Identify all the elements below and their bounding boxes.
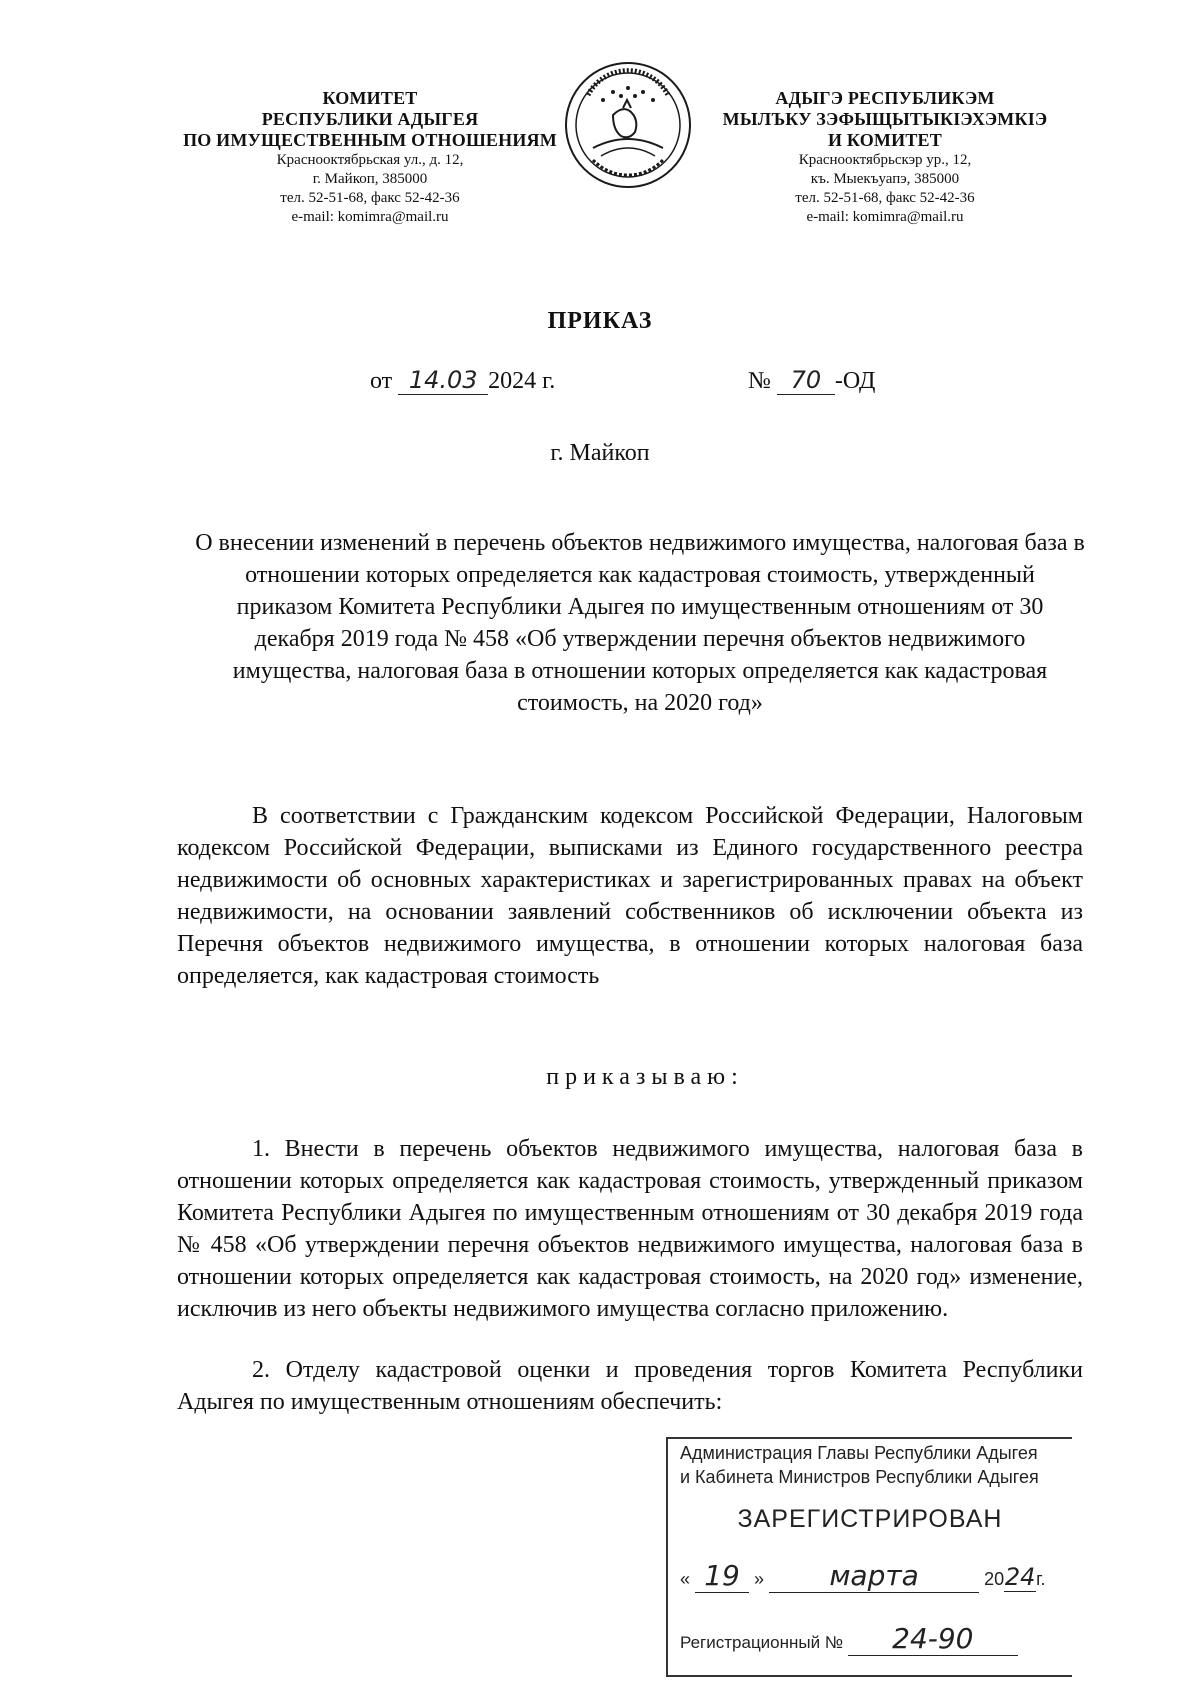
stamp-year-unit: г. [1036, 1569, 1046, 1589]
number-prefix: № [748, 368, 771, 394]
stamp-registration-label: Регистрационный № [680, 1633, 844, 1652]
stamp-registration-line [680, 1622, 1072, 1662]
stamp-authority-line1: Администрация Главы Республики Адыгея [680, 1443, 1038, 1463]
org-name-line1: КОМИТЕТ [322, 88, 418, 108]
number-handwritten: 70 [777, 366, 835, 395]
phone-line: тел. 52-51-68, факс 52-42-36 [280, 190, 460, 206]
org-name-line3-adyghe: И КОМИТЕТ [828, 130, 942, 150]
stamp-authority-line2: и Кабинета Министров Республики Адыгея [680, 1467, 1039, 1487]
stamp-quote-open: « [680, 1569, 691, 1589]
org-name-line3: ПО ИМУЩЕСТВЕННЫМ ОТНОШЕНИЯМ [183, 130, 557, 150]
org-name-line1-adyghe: АДЫГЭ РЕСПУБЛИКЭМ [775, 88, 995, 108]
header-right-block [700, 88, 1070, 227]
org-name-line2: РЕСПУБЛИКИ АДЫГЕЯ [261, 109, 479, 129]
stamp-status: ЗАРЕГИСТРИРОВАН [737, 1505, 1003, 1533]
stamp-registration-number: 24-90 [848, 1622, 1018, 1656]
phone-line-adyghe: тел. 52-51-68, факс 52-42-36 [795, 190, 975, 206]
number-suffix: -ОД [834, 368, 876, 394]
date-suffix: 2024 г. [488, 368, 556, 394]
stamp-date-line [680, 1559, 1072, 1599]
city-line: г. Майкоп [550, 440, 650, 466]
stamp-year-suffix: 24 [1004, 1563, 1036, 1591]
date-prefix: от [370, 368, 393, 394]
order-item-2: 2. Отделу кадастровой оценки и проведения торгов Комитета Республики Адыгея по имущественным отношениям обеспечить: [177, 1357, 1083, 1415]
coat-of-arms-icon [563, 60, 693, 190]
address-line2-adyghe: къ. Мыекъуапэ, 385000 [810, 171, 960, 187]
registration-stamp [666, 1437, 1072, 1677]
stamp-day: 19 [695, 1559, 749, 1593]
document-subject: О внесении изменений в перечень объектов недвижимого имущества, налоговая база в отношении которых определяется как кадастровая стоимость, утвержденный приказом Комитета Республики Адыгея по имущественным отношениям от 30 декабря 2019 года № 458 «Об утверждении перечня объектов недвижимого имущества, налоговая база в отношении которых определяется как кадастровая стоимость, на 2020 год» [195, 530, 1085, 716]
email-line-adyghe: e-mail: komimra@mail.ru [806, 209, 964, 225]
date-handwritten: 14.03 [398, 366, 488, 395]
order-word: приказываю: [546, 1064, 744, 1090]
stamp-quote-close: » [754, 1569, 765, 1589]
email-line: e-mail: komimra@mail.ru [291, 209, 449, 225]
preamble-paragraph: В соответствии с Гражданским кодексом Российской Федерации, Налоговым кодексом Российской Федерации, выписками из Единого государственного реестра недвижимости об основных характеристиках и зарегистрированных правах на объект недвижимости, на основании заявлений собственников об исключении объекта из Перечня объектов недвижимого имущества, в отношении которых налоговая база определяется, как кадастровая стоимость [177, 803, 1083, 989]
date-line [370, 366, 555, 395]
header-left-block [165, 88, 575, 227]
address-line2: г. Майкоп, 385000 [312, 171, 428, 187]
document-title: ПРИКАЗ [547, 308, 653, 334]
order-item-1: 1. Внести в перечень объектов недвижимого имущества, налоговая база в отношении которых определяется как кадастровая стоимость, утвержденный приказом Комитета Республики Адыгея по имущественным отношениям от 30 декабря 2019 года № 458 «Об утверждении перечня объектов недвижимого имущества, налоговая база в отношении которых определяется как кадастровая стоимость, на 2020 год» изменение, исключив из него объекты недвижимого имущества согласно приложению. [177, 1136, 1083, 1322]
address-line1-adyghe: Краснооктябрьскэр ур., 12, [798, 152, 972, 168]
number-line [748, 366, 875, 395]
org-name-line2-adyghe: МЫЛЪКУ ЗЭФЫЩЫТЫКІЭХЭМКІЭ [722, 109, 1048, 129]
stamp-year-prefix: 20 [984, 1569, 1005, 1589]
address-line1: Краснооктябрьская ул., д. 12, [276, 152, 464, 168]
stamp-month: марта [769, 1559, 979, 1593]
